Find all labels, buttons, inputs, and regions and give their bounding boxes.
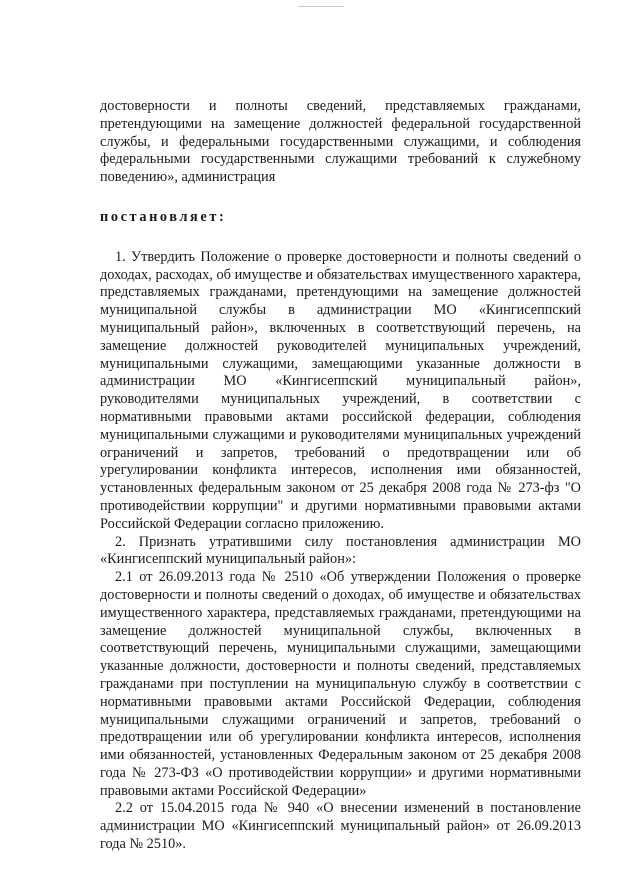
- document-body: [100, 98, 581, 854]
- item-2-paragraph: 2. Признать утратившими силу постановления администрации МО «Кингисеппский муниципальный район»:: [100, 533, 581, 568]
- item-1-paragraph: 1. Утвердить Положение о проверке достоверности и полноты сведений о доходах, расходах, об имуществе и обязательствах имущественного характера, представляемых гражданами, претендующими на замещение должностей муниципальной службы в администрации МО «Кингисеппский муниципальный район», включенных в соответствующий перечень, на замещение должностей руководителей муниципальных учреждений, муниципальными служащими, замещающими указанные должности в администрации МО «Кингисеппский муниципальный район», руководителями муниципальных учреждений, в соответствии с нормативными правовыми актами российской федерации, соблюдения муниципальными служащими и руководителями муниципальных учреждений ограничений и запретов, требований о предотвращении или об урегулировании конфликта интересов, исполнения ими обязанностей, установленных федеральным законом от 25 декабря 2008 года № 273-фз "О противодействии коррупции" и другими нормативными правовыми актами Российской Федерации согласно приложению.: [100, 248, 581, 532]
- scan-artifact: [298, 6, 344, 7]
- item-2-2-paragraph: 2.2 от 15.04.2015 года № 940 «О внесении изменений в постановление администрации МО «Кингисеппский муниципальный район» от 26.09.2013 года № 2510».: [100, 800, 581, 853]
- intro-paragraph: достоверности и полноты сведений, представляемых гражданами, претендующими на замещение должностей федеральной государственной службы, и федеральными государственными служащими, и соблюдения федеральными государственными служащими требований к служебному поведению», администрация: [100, 98, 581, 186]
- item-2-1-paragraph: 2.1 от 26.09.2013 года № 2510 «Об утверждении Положения о проверке достоверности и полноты сведений о доходах, об имуществе и обязательствах имущественного характера, представляемых гражданами, претендующими на замещение должностей муниципальной службы, включенных в соответствующий перечень, муниципальными служащими, замещающими указанные должности, достоверности и полноты сведений, представляемых гражданами при поступлении на муниципальную службу в соответствии с нормативными правовыми актами Российской Федерации, соблюдения муниципальными служащими ограничений и запретов, требований о предотвращении или об урегулировании конфликта интересов, исполнения ими обязанностей, установленных Федеральным законом от 25 декабря 2008 года № 273-ФЗ «О противодействии коррупции» и другими нормативными правовыми актами Российской Федерации»: [100, 569, 581, 799]
- decree-heading: постановляет:: [100, 208, 227, 225]
